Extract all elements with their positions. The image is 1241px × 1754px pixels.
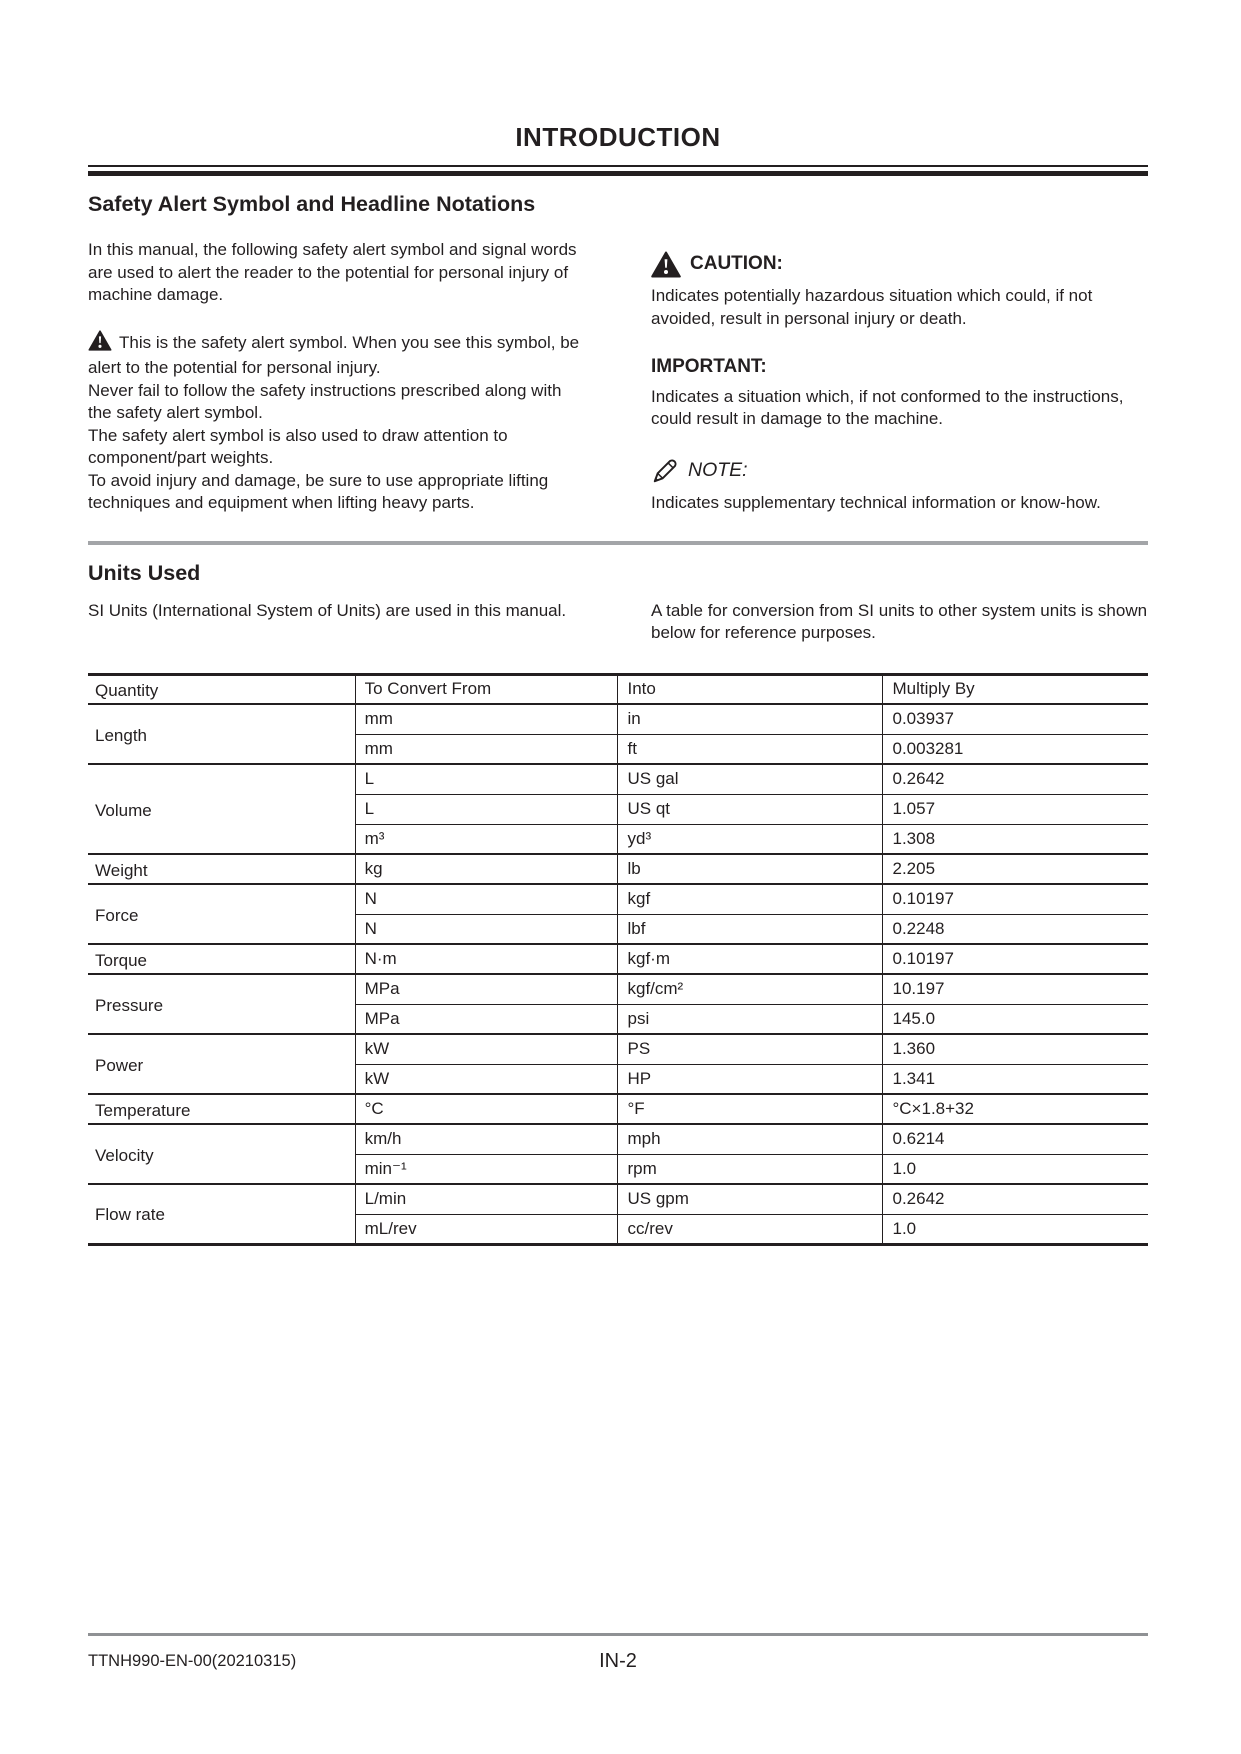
page-content	[88, 122, 1148, 1246]
note-pencil-icon	[651, 457, 679, 485]
convert-from-cell: mL/rev	[355, 1214, 618, 1244]
table-row	[88, 1034, 1148, 1064]
multiply-by-cell: 0.6214	[883, 1124, 1148, 1154]
into-cell: in	[618, 704, 883, 734]
table-row	[88, 854, 1148, 884]
into-cell: cc/rev	[618, 1214, 883, 1244]
table-row	[88, 764, 1148, 794]
convert-from-cell: N	[355, 884, 618, 914]
section-divider	[88, 541, 1148, 545]
convert-from-cell: kW	[355, 1034, 618, 1064]
convert-from-cell: N·m	[355, 944, 618, 974]
into-cell: US gpm	[618, 1184, 883, 1214]
table-row	[88, 1184, 1148, 1214]
table-row	[88, 1094, 1148, 1124]
safety-right-column	[651, 229, 1148, 515]
multiply-by-cell: 0.2248	[883, 914, 1148, 944]
table-row	[88, 884, 1148, 914]
multiply-by-cell: 1.0	[883, 1154, 1148, 1184]
multiply-by-cell: 0.10197	[883, 884, 1148, 914]
table-header-row	[88, 674, 1148, 704]
alert-sentence: To avoid injury and damage, be sure to use appropriate lifting techniques and equipment when lifting heavy parts.	[88, 470, 549, 512]
convert-from-cell: N	[355, 914, 618, 944]
convert-from-cell: MPa	[355, 974, 618, 1004]
table-row	[88, 704, 1148, 734]
quantity-cell: Velocity	[88, 1124, 355, 1184]
into-cell: PS	[618, 1034, 883, 1064]
quantity-cell: Force	[88, 884, 355, 944]
header-to-convert-from: To Convert From	[355, 674, 618, 704]
into-cell: kgf·m	[618, 944, 883, 974]
into-cell: yd³	[618, 824, 883, 854]
important-heading	[651, 356, 1148, 379]
header-multiply-by: Multiply By	[883, 674, 1148, 704]
multiply-by-cell: 2.205	[883, 854, 1148, 884]
units-right-paragraph: A table for conversion from SI units to other system units is shown below for reference purposes.	[651, 600, 1148, 642]
into-cell: HP	[618, 1064, 883, 1094]
alert-sentence: Never fail to follow the safety instructions prescribed along with the safety alert symbol.	[88, 380, 562, 422]
multiply-by-cell: 1.360	[883, 1034, 1148, 1064]
into-cell: rpm	[618, 1154, 883, 1184]
page-number: IN-2	[599, 1650, 637, 1672]
convert-from-cell: min⁻¹	[355, 1154, 618, 1184]
quantity-cell: Volume	[88, 764, 355, 854]
multiply-by-cell: 0.2642	[883, 764, 1148, 794]
page-footer	[88, 1633, 1148, 1671]
into-cell: lbf	[618, 914, 883, 944]
safety-left-column	[88, 229, 585, 515]
alert-sentence: The safety alert symbol is also used to draw attention to component/part weights.	[88, 425, 508, 467]
multiply-by-cell: 0.003281	[883, 734, 1148, 764]
caution-heading	[651, 251, 1148, 278]
table-row	[88, 974, 1148, 1004]
units-section-heading: Units Used	[88, 560, 201, 585]
convert-from-cell: mm	[355, 704, 618, 734]
quantity-cell: Power	[88, 1034, 355, 1094]
into-cell: kgf	[618, 884, 883, 914]
note-body: Indicates supplementary technical information or know-how.	[651, 492, 1101, 512]
into-cell: US gal	[618, 764, 883, 794]
title-rule-thick	[88, 171, 1148, 176]
note-heading	[651, 457, 1148, 485]
safety-alert-icon	[88, 330, 112, 358]
caution-body: Indicates potentially hazardous situation which could, if not avoided, result in personal injury or death.	[651, 286, 1093, 328]
multiply-by-cell: 1.057	[883, 794, 1148, 824]
into-cell: ft	[618, 734, 883, 764]
convert-from-cell: L	[355, 794, 618, 824]
convert-from-cell: kW	[355, 1064, 618, 1094]
convert-from-cell: L/min	[355, 1184, 618, 1214]
into-cell: °F	[618, 1094, 883, 1124]
into-cell: mph	[618, 1124, 883, 1154]
convert-from-cell: m³	[355, 824, 618, 854]
footer-row	[88, 1652, 1148, 1671]
multiply-by-cell: 145.0	[883, 1004, 1148, 1034]
into-cell: US qt	[618, 794, 883, 824]
quantity-cell: Weight	[88, 854, 355, 884]
note-label: NOTE:	[688, 459, 748, 482]
multiply-by-cell: 0.03937	[883, 704, 1148, 734]
table-row	[88, 944, 1148, 974]
multiply-by-cell: 1.341	[883, 1064, 1148, 1094]
unit-conversion-table	[88, 673, 1148, 1246]
safety-alert-paragraph	[88, 330, 585, 515]
multiply-by-cell: 0.10197	[883, 944, 1148, 974]
conversion-table-body	[88, 704, 1148, 1244]
alert-sentence	[88, 330, 585, 380]
header-quantity: Quantity	[88, 674, 355, 704]
alert-sentence-text: This is the safety alert symbol. When you see this symbol, be alert to the potential for personal injury.	[88, 332, 580, 377]
document-code: TTNH990-EN-00(20210315)	[88, 1652, 297, 1670]
quantity-cell: Temperature	[88, 1094, 355, 1124]
safety-section-heading: Safety Alert Symbol and Headline Notations	[88, 192, 536, 216]
multiply-by-cell: 1.308	[883, 824, 1148, 854]
units-columns	[88, 600, 1148, 645]
convert-from-cell: L	[355, 764, 618, 794]
convert-from-cell: °C	[355, 1094, 618, 1124]
caution-warning-icon	[651, 251, 681, 278]
units-left-paragraph: SI Units (International System of Units) are used in this manual.	[88, 600, 567, 620]
into-cell: kgf/cm²	[618, 974, 883, 1004]
table-row	[88, 1124, 1148, 1154]
into-cell: lb	[618, 854, 883, 884]
quantity-cell: Torque	[88, 944, 355, 974]
title-rule-thin	[88, 165, 1148, 167]
multiply-by-cell: 1.0	[883, 1214, 1148, 1244]
multiply-by-cell: 0.2642	[883, 1184, 1148, 1214]
quantity-cell: Flow rate	[88, 1184, 355, 1244]
convert-from-cell: mm	[355, 734, 618, 764]
page-title: INTRODUCTION	[515, 122, 721, 152]
convert-from-cell: MPa	[355, 1004, 618, 1034]
quantity-cell: Pressure	[88, 974, 355, 1034]
footer-rule	[88, 1633, 1148, 1636]
caution-label: CAUTION:	[690, 253, 783, 275]
into-cell: psi	[618, 1004, 883, 1034]
important-label: IMPORTANT:	[651, 356, 767, 377]
header-into: Into	[618, 674, 883, 704]
safety-intro-paragraph: In this manual, the following safety alert symbol and signal words are used to alert the reader to the potential for personal injury of machine damage.	[88, 240, 577, 304]
convert-from-cell: kg	[355, 854, 618, 884]
multiply-by-cell: °C×1.8+32	[883, 1094, 1148, 1124]
safety-columns	[88, 229, 1148, 515]
multiply-by-cell: 10.197	[883, 974, 1148, 1004]
quantity-cell: Length	[88, 704, 355, 764]
important-body: Indicates a situation which, if not conformed to the instructions, could result in damage to the machine.	[651, 386, 1124, 428]
convert-from-cell: km/h	[355, 1124, 618, 1154]
